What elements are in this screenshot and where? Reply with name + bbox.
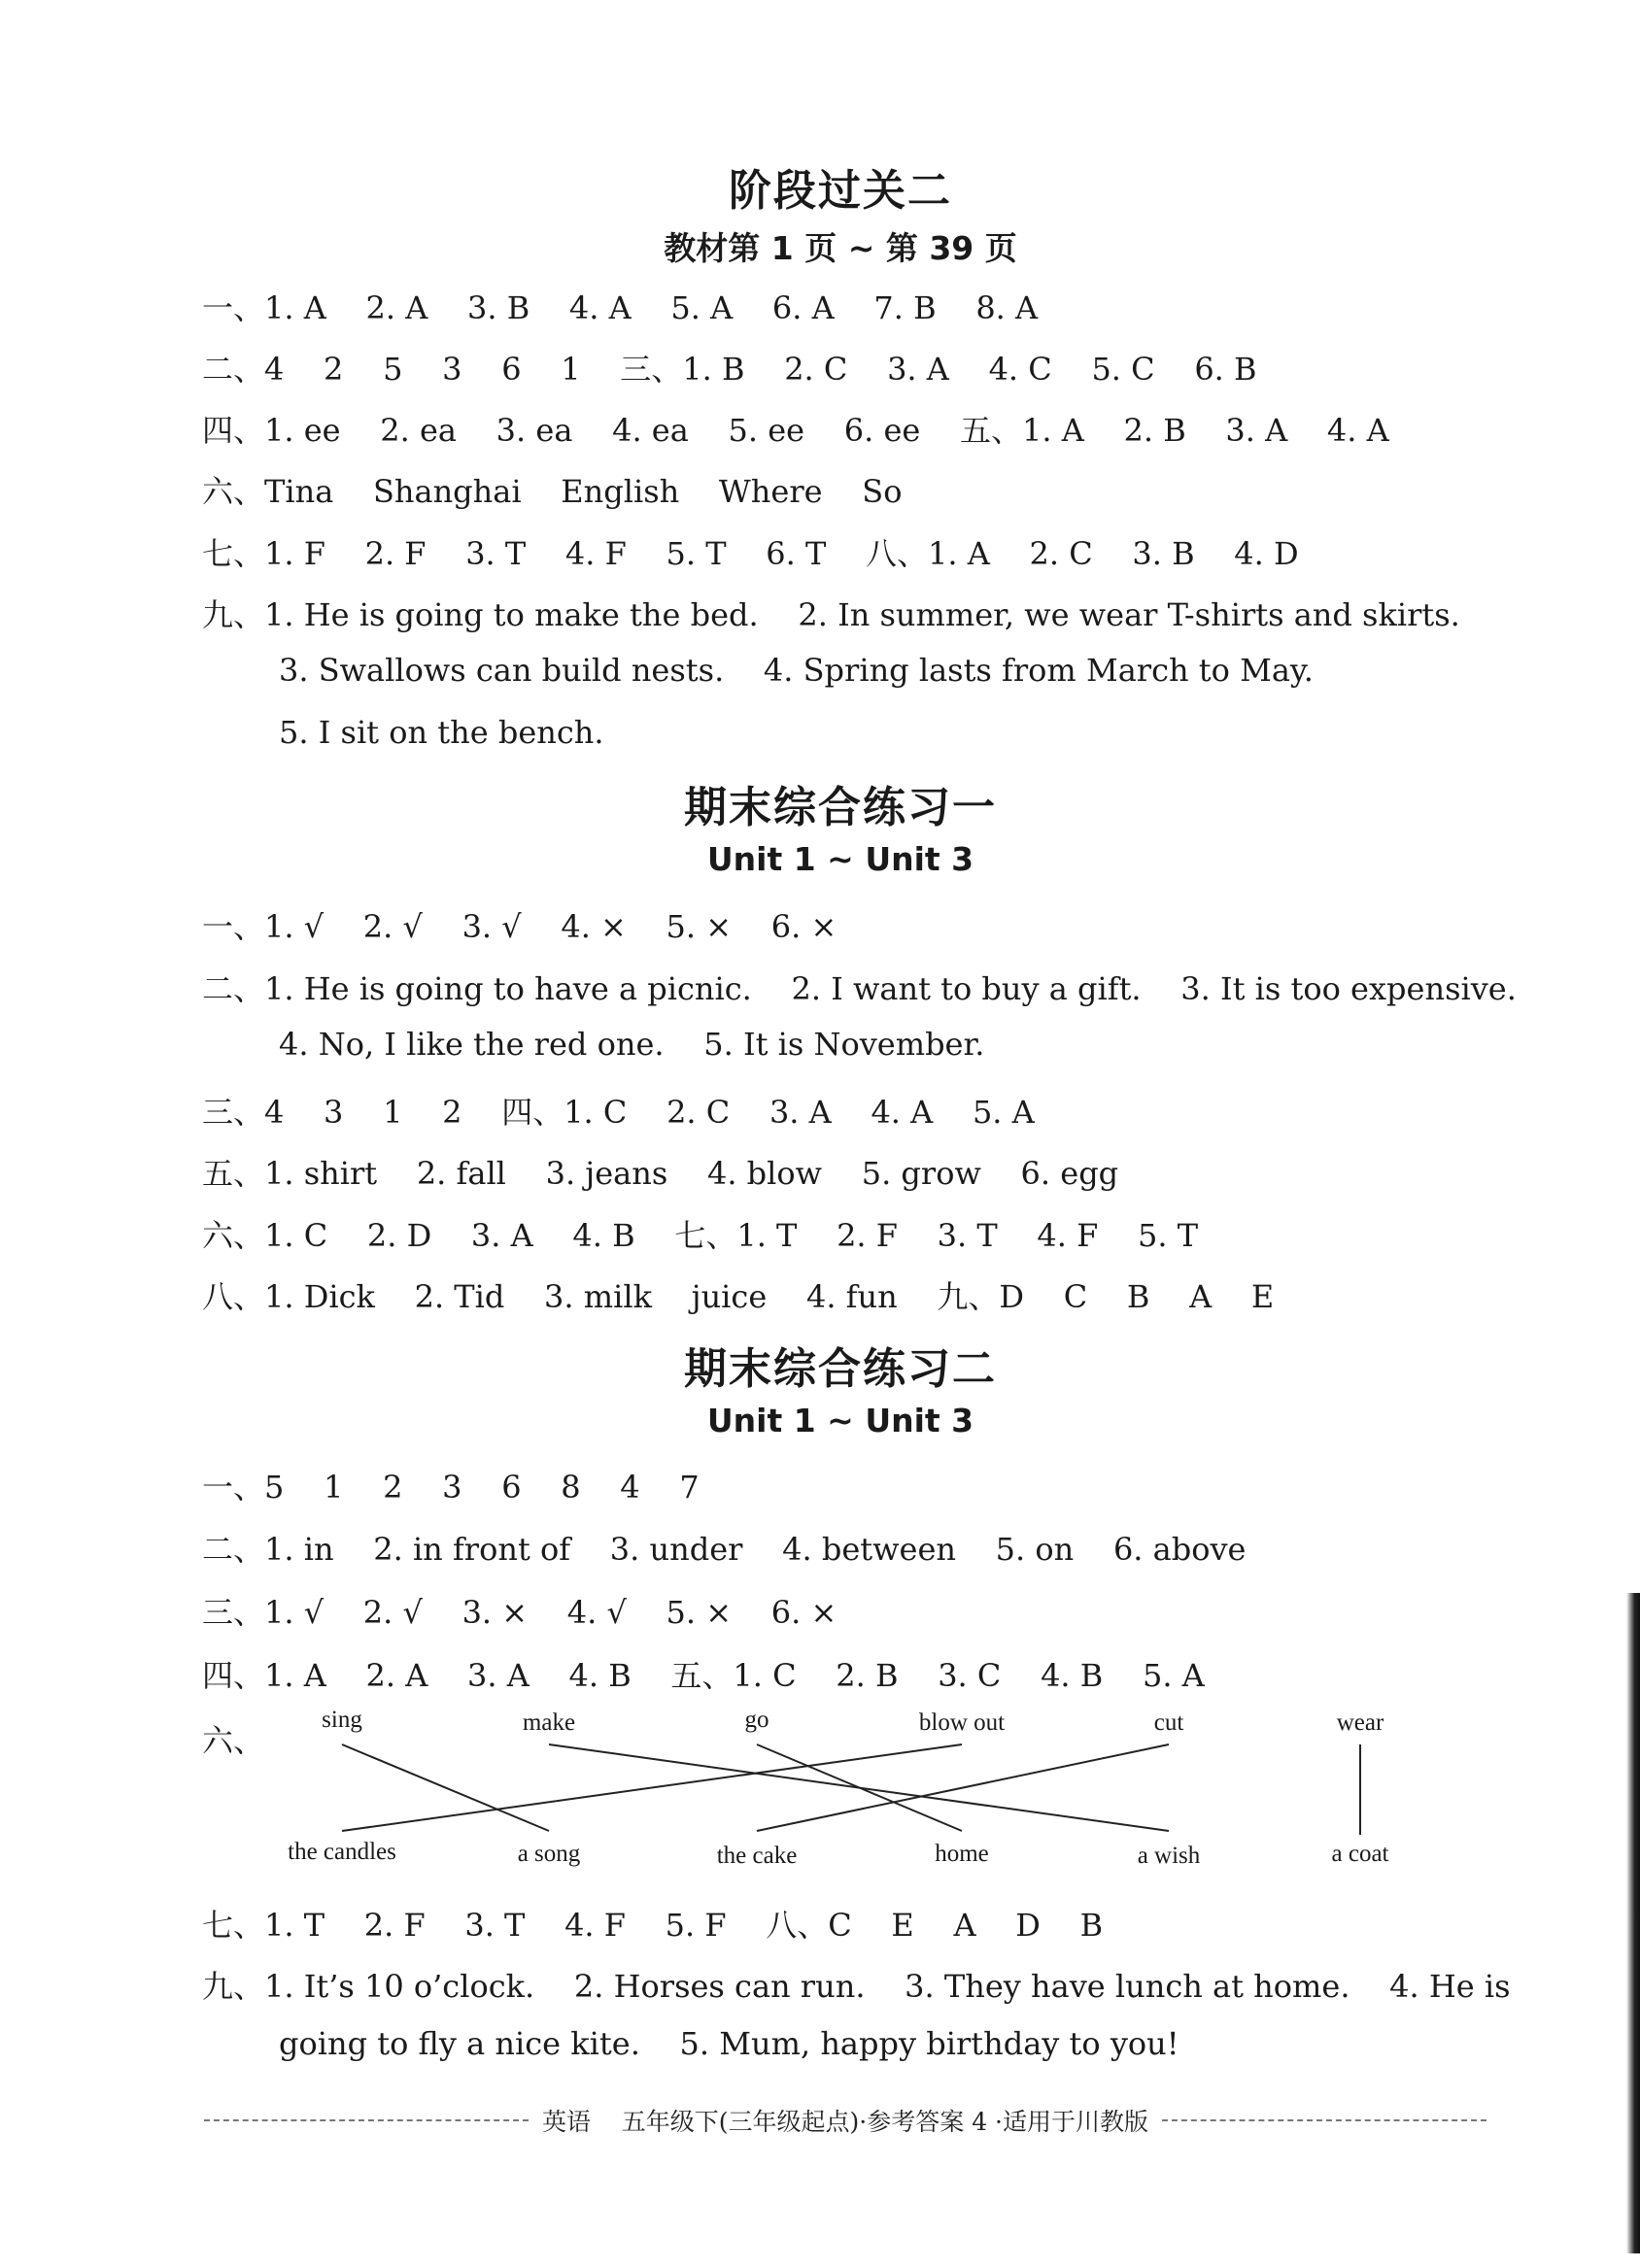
- section-title-1: 阶段过关二: [729, 166, 952, 216]
- answer-line: 四、1. ee 2. ea 3. ea 4. ea 5. ee 6. ee 五、1. A 2. B 3. A 4. A: [202, 412, 1389, 449]
- answer-line: 4. No, I like the red one. 5. It is November.: [279, 1026, 985, 1063]
- answer-line: 一、1. √ 2. √ 3. √ 4. × 5. × 6. ×: [202, 908, 837, 945]
- answer-line: 九、1. He is going to make the bed. 2. In summer, we wear T-shirts and skirts.: [202, 596, 1460, 633]
- match-connector-line: [757, 1744, 962, 1831]
- match-top-word: go: [744, 1707, 769, 1733]
- answer-line: 七、1. T 2. F 3. T 4. F 5. F 八、C E A D B: [202, 1907, 1104, 1944]
- match-bottom-word: home: [935, 1841, 989, 1867]
- answer-line: 二、4 2 5 3 6 1 三、1. B 2. C 3. A 4. C 5. C 6. B: [202, 351, 1257, 388]
- section-subtitle-1: 教材第 1 页 ~ 第 39 页: [664, 229, 1017, 267]
- match-bottom-word: the cake: [716, 1843, 798, 1869]
- page-footer: [204, 2103, 1486, 2138]
- match-bottom-word: the candles: [288, 1839, 396, 1865]
- footer-divider-left: [204, 2119, 529, 2121]
- match-connector-line: [342, 1744, 962, 1831]
- footer-text: 英语 五年级下(三年级起点)·参考答案 4 ·适用于川教版: [542, 2108, 1148, 2136]
- footer-divider-right: [1162, 2119, 1486, 2121]
- match-top-word: sing: [322, 1707, 362, 1733]
- match-top-word: make: [522, 1709, 576, 1736]
- answer-line: 三、1. √ 2. √ 3. × 4. √ 5. × 6. ×: [202, 1594, 837, 1631]
- section-subtitle-2: Unit 1 ~ Unit 3: [706, 840, 974, 878]
- answer-line: 四、1. A 2. A 3. A 4. B 五、1. C 2. B 3. C 4. B 5. A: [202, 1657, 1205, 1694]
- match-top-word: blow out: [918, 1709, 1006, 1736]
- section-subtitle-3: Unit 1 ~ Unit 3: [706, 1402, 974, 1439]
- answer-line: 六、Tina Shanghai English Where So: [202, 473, 903, 510]
- answer-line: 八、1. Dick 2. Tid 3. milk juice 4. fun 九、D C B A E: [202, 1278, 1275, 1315]
- match-top-word: wear: [1336, 1709, 1384, 1736]
- scan-edge-shadow: [1626, 1593, 1640, 2253]
- answer-line: going to fly a nice kite. 5. Mum, happy birthday to you!: [279, 2025, 1179, 2062]
- match-top-word: cut: [1153, 1709, 1184, 1736]
- match-bottom-word: a wish: [1137, 1843, 1201, 1869]
- answer-line: 五、1. shirt 2. fall 3. jeans 4. blow 5. grow 6. egg: [202, 1155, 1119, 1192]
- section-title-3: 期末综合练习二: [684, 1344, 997, 1394]
- answer-line: 九、1. It’s 10 o’clock. 2. Horses can run. 3. They have lunch at home. 4. He is: [202, 1968, 1511, 2005]
- answer-line: 六、1. C 2. D 3. A 4. B 七、1. T 2. F 3. T 4. F 5. T: [202, 1217, 1199, 1254]
- answer-line: 5. I sit on the bench.: [279, 714, 604, 751]
- match-connector-line: [757, 1744, 1169, 1831]
- match-bottom-word: a song: [517, 1841, 581, 1867]
- answer-line: 七、1. F 2. F 3. T 4. F 5. T 6. T 八、1. A 2. C 3. B 4. D: [202, 535, 1299, 572]
- section-title-2: 期末综合练习一: [684, 783, 997, 832]
- answer-line: 3. Swallows can build nests. 4. Spring lasts from March to May.: [279, 652, 1314, 689]
- match-bottom-word: a coat: [1331, 1841, 1389, 1867]
- answer-line: 一、5 1 2 3 6 8 4 7: [202, 1469, 700, 1506]
- answer-line: 二、1. in 2. in front of 3. under 4. between 5. on 6. above: [202, 1531, 1247, 1568]
- answer-line: 三、4 3 1 2 四、1. C 2. C 3. A 4. A 5. A: [202, 1094, 1035, 1131]
- answer-line: 二、1. He is going to have a picnic. 2. I want to buy a gift. 3. It is too expensive.: [202, 970, 1517, 1007]
- match-connector-line: [342, 1744, 549, 1831]
- matching-label: 六、: [202, 1722, 265, 1759]
- answer-line: 一、1. A 2. A 3. B 4. A 5. A 6. A 7. B 8. A: [202, 289, 1039, 326]
